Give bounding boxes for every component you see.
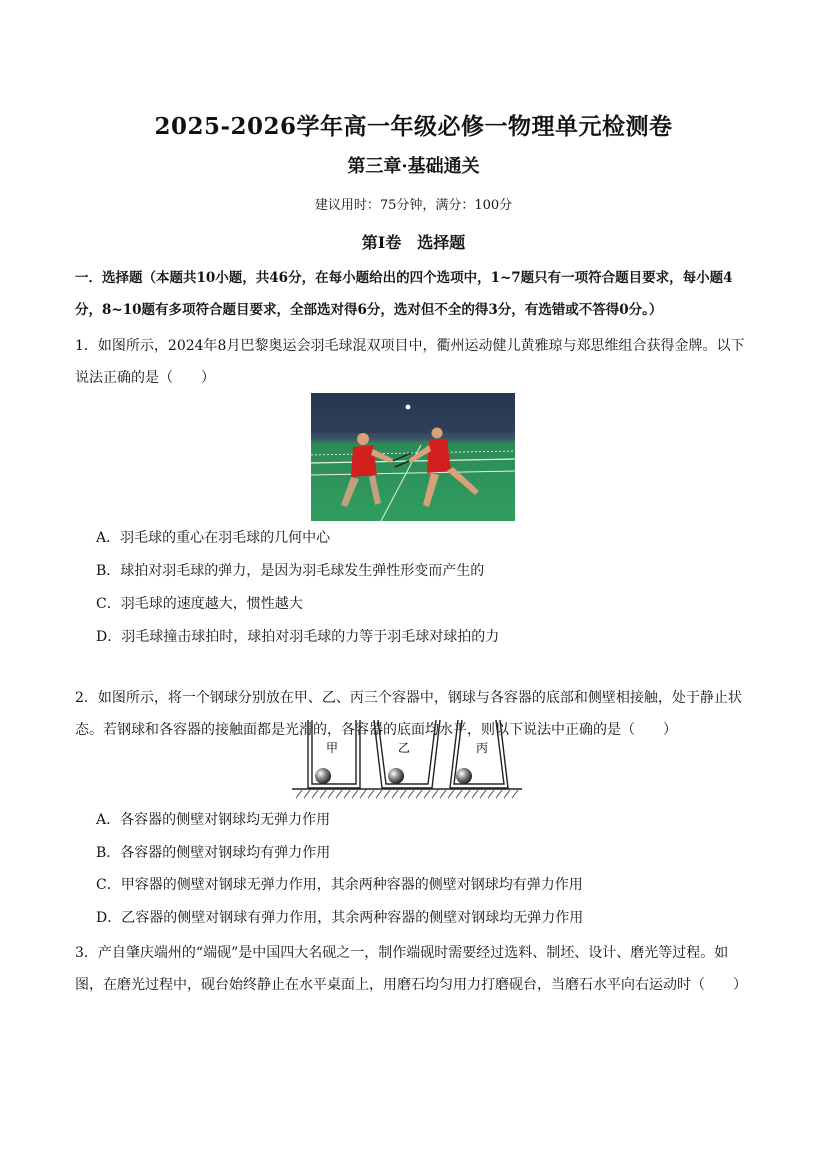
container-yi xyxy=(374,720,440,788)
badminton-photo xyxy=(311,393,515,521)
question-2-option-b: B．各容器的侧壁对钢球均有弹力作用 xyxy=(96,845,331,861)
ground-hatching xyxy=(292,789,522,798)
steel-ball-bing xyxy=(456,768,472,784)
label-jia: 甲 xyxy=(325,741,339,755)
exam-title: 2025-2026学年高一年级必修一物理单元检测卷 xyxy=(154,113,673,140)
steel-ball-jia xyxy=(315,768,331,784)
container-jia xyxy=(308,720,360,788)
question-2-option-c: C．甲容器的侧壁对钢球无弹力作用，其余两种容器的侧壁对钢球均有弹力作用 xyxy=(96,877,583,893)
container-bing xyxy=(450,720,508,788)
chapter-title: 第三章·基础通关 xyxy=(347,156,480,177)
question-2-stem: 2．如图所示，将一个钢球分别放在甲、乙、丙三个容器中，钢球与各容器的底部和侧壁相接触，处于静止状态。若钢球和各容器的接触面都是光滑的，各容器的底面均水平，则以下说法中正确的是（ ） xyxy=(75,690,742,738)
containers-diagram xyxy=(292,718,522,802)
section-title: 第I卷 选择题 xyxy=(361,233,466,252)
steel-ball-yi xyxy=(388,768,404,784)
time-info: 建议用时：75分钟，满分：100分 xyxy=(314,198,513,213)
question-2-option-d: D．乙容器的侧壁对钢球有弹力作用，其余两种容器的侧壁对钢球均无弹力作用 xyxy=(96,910,584,926)
question-3-stem: 3．产自肇庆端州的“端砚”是中国四大名砚之一，制作端砚时需要经过选料、制坯、设计、磨光等过程。如图，在磨光过程中，砚台始终静止在水平桌面上，用磨石均匀用力打磨砚台，当磨石水平向右运动时（ ） xyxy=(75,945,747,993)
question-1-stem: 1．如图所示，2024年8月巴黎奥运会羽毛球混双项目中，衢州运动健儿黄雅琼与郑思维组合获得金牌。以下说法正确的是（ ） xyxy=(75,338,745,386)
question-1-option-c: C．羽毛球的速度越大，惯性越大 xyxy=(96,596,303,612)
question-2-option-a: A．各容器的侧壁对钢球均无弹力作用 xyxy=(96,812,331,828)
label-bing: 丙 xyxy=(475,741,489,755)
label-yi: 乙 xyxy=(397,741,411,755)
question-1-option-d: D．羽毛球撞击球拍时，球拍对羽毛球的力等于羽毛球对球拍的力 xyxy=(96,629,500,645)
section-instructions: 一．选择题（本题共10小题，共46分，在每小题给出的四个选项中，1~7题只有一项符合题目要求，每小题4分，8~10题有多项符合题目要求，全部选对得6分，选对但不全的得3分，有选错或不答得0分。） xyxy=(75,270,733,318)
question-1-option-b: B．球拍对羽毛球的弹力，是因为羽毛球发生弹性形变而产生的 xyxy=(96,563,485,579)
question-1-option-a: A．羽毛球的重心在羽毛球的几何中心 xyxy=(96,530,331,546)
